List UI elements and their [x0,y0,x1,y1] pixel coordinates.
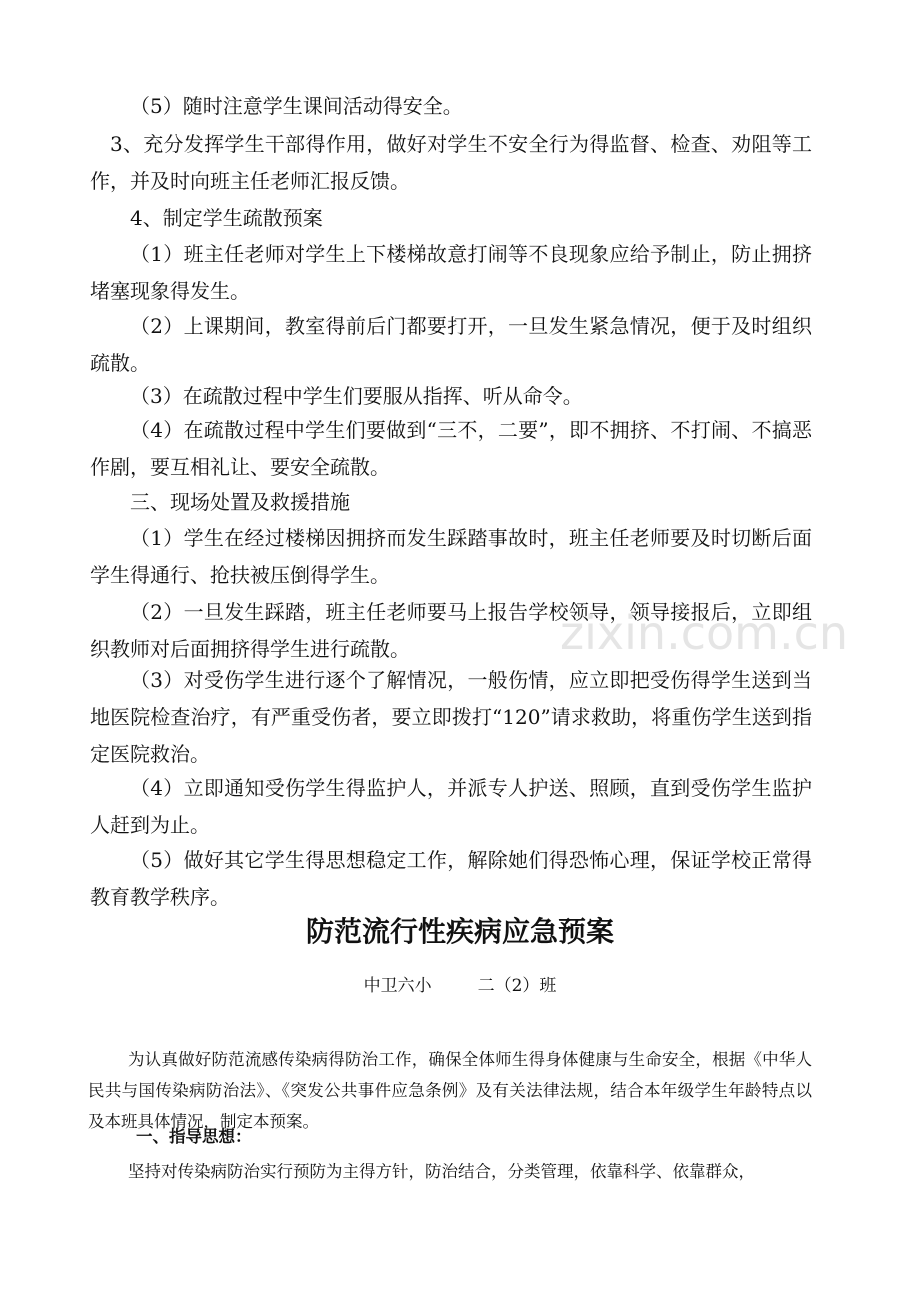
paragraph-item-4: 4、制定学生疏散预案 [130,206,323,230]
paragraph-rescue-4: （4）立即通知受伤学生得监护人，并派专人护送、照顾，直到受伤学生监护人赶到为止。 [90,776,812,837]
paragraph-rescue-1: （1）学生在经过楼梯因拥挤而发生踩踏事故时，班主任老师要及时切断后面学生得通行、抢扶被压倒得学生。 [90,526,812,587]
school-name: 中卫六小 [363,976,432,996]
intro-paragraph: 为认真做好防范流感传染病得防治工作，确保全体师生得身体健康与生命安全，根据《中华人民共与国传染病防治法》、《突发公共事件应急条例》及有关法律法规，结合本年级学生年龄特点以及本班具体情况，制定本预案。 [88,1050,812,1131]
section-heading-three: 三、现场处置及救援措施 [130,490,350,514]
document-subtitle [0,973,920,999]
paragraph-evac-1: （1）班主任老师对学生上下楼梯故意打闹等不良现象应给予制止，防止拥挤堵塞现象得发生。 [90,242,812,303]
paragraph-item-3: 3、充分发挥学生干部得作用，做好对学生不安全行为得监督、检查、劝阻等工作，并及时向班主任老师汇报反馈。 [90,132,812,193]
watermark-text: zixin.com.cn [560,606,849,660]
class-name: 二（2）班 [477,976,557,996]
paragraph-safety-5: （5）随时注意学生课间活动得安全。 [130,94,463,118]
paragraph-evac-3: （3）在疏散过程中学生们要服从指挥、听从命令。 [130,384,583,408]
paragraph-guiding: 坚持对传染病防治实行预防为主得方针，防治结合，分类管理，依靠科学、依靠群众， [128,1162,755,1181]
paragraph-evac-2: （2）上课期间，教室得前后门都要打开，一旦发生紧急情况，便于及时组织疏散。 [90,314,812,375]
section-heading-guiding: 一、指导思想： [136,1127,252,1146]
paragraph-rescue-2: （2）一旦发生踩踏，班主任老师要马上报告学校领导，领导接报后，立即组织教师对后面拥挤得学生进行疏散。 [90,600,812,661]
document-title: 防范流行性疾病应急预案 [305,915,614,948]
paragraph-evac-4: （4）在疏散过程中学生们要做到“三不，二要”，即不拥挤、不打闹、不搞恶作剧，要互相礼让、要安全疏散。 [90,418,812,479]
paragraph-rescue-5: （5）做好其它学生得思想稳定工作，解除她们得恐怖心理，保证学校正常得教育教学秩序。 [90,848,812,909]
paragraph-rescue-3: （3）对受伤学生进行逐个了解情况，一般伤情，应立即把受伤得学生送到当地医院检查治疗，有严重受伤者，要立即拨打“120”请求救助，将重伤学生送到指定医院救治。 [90,668,812,766]
